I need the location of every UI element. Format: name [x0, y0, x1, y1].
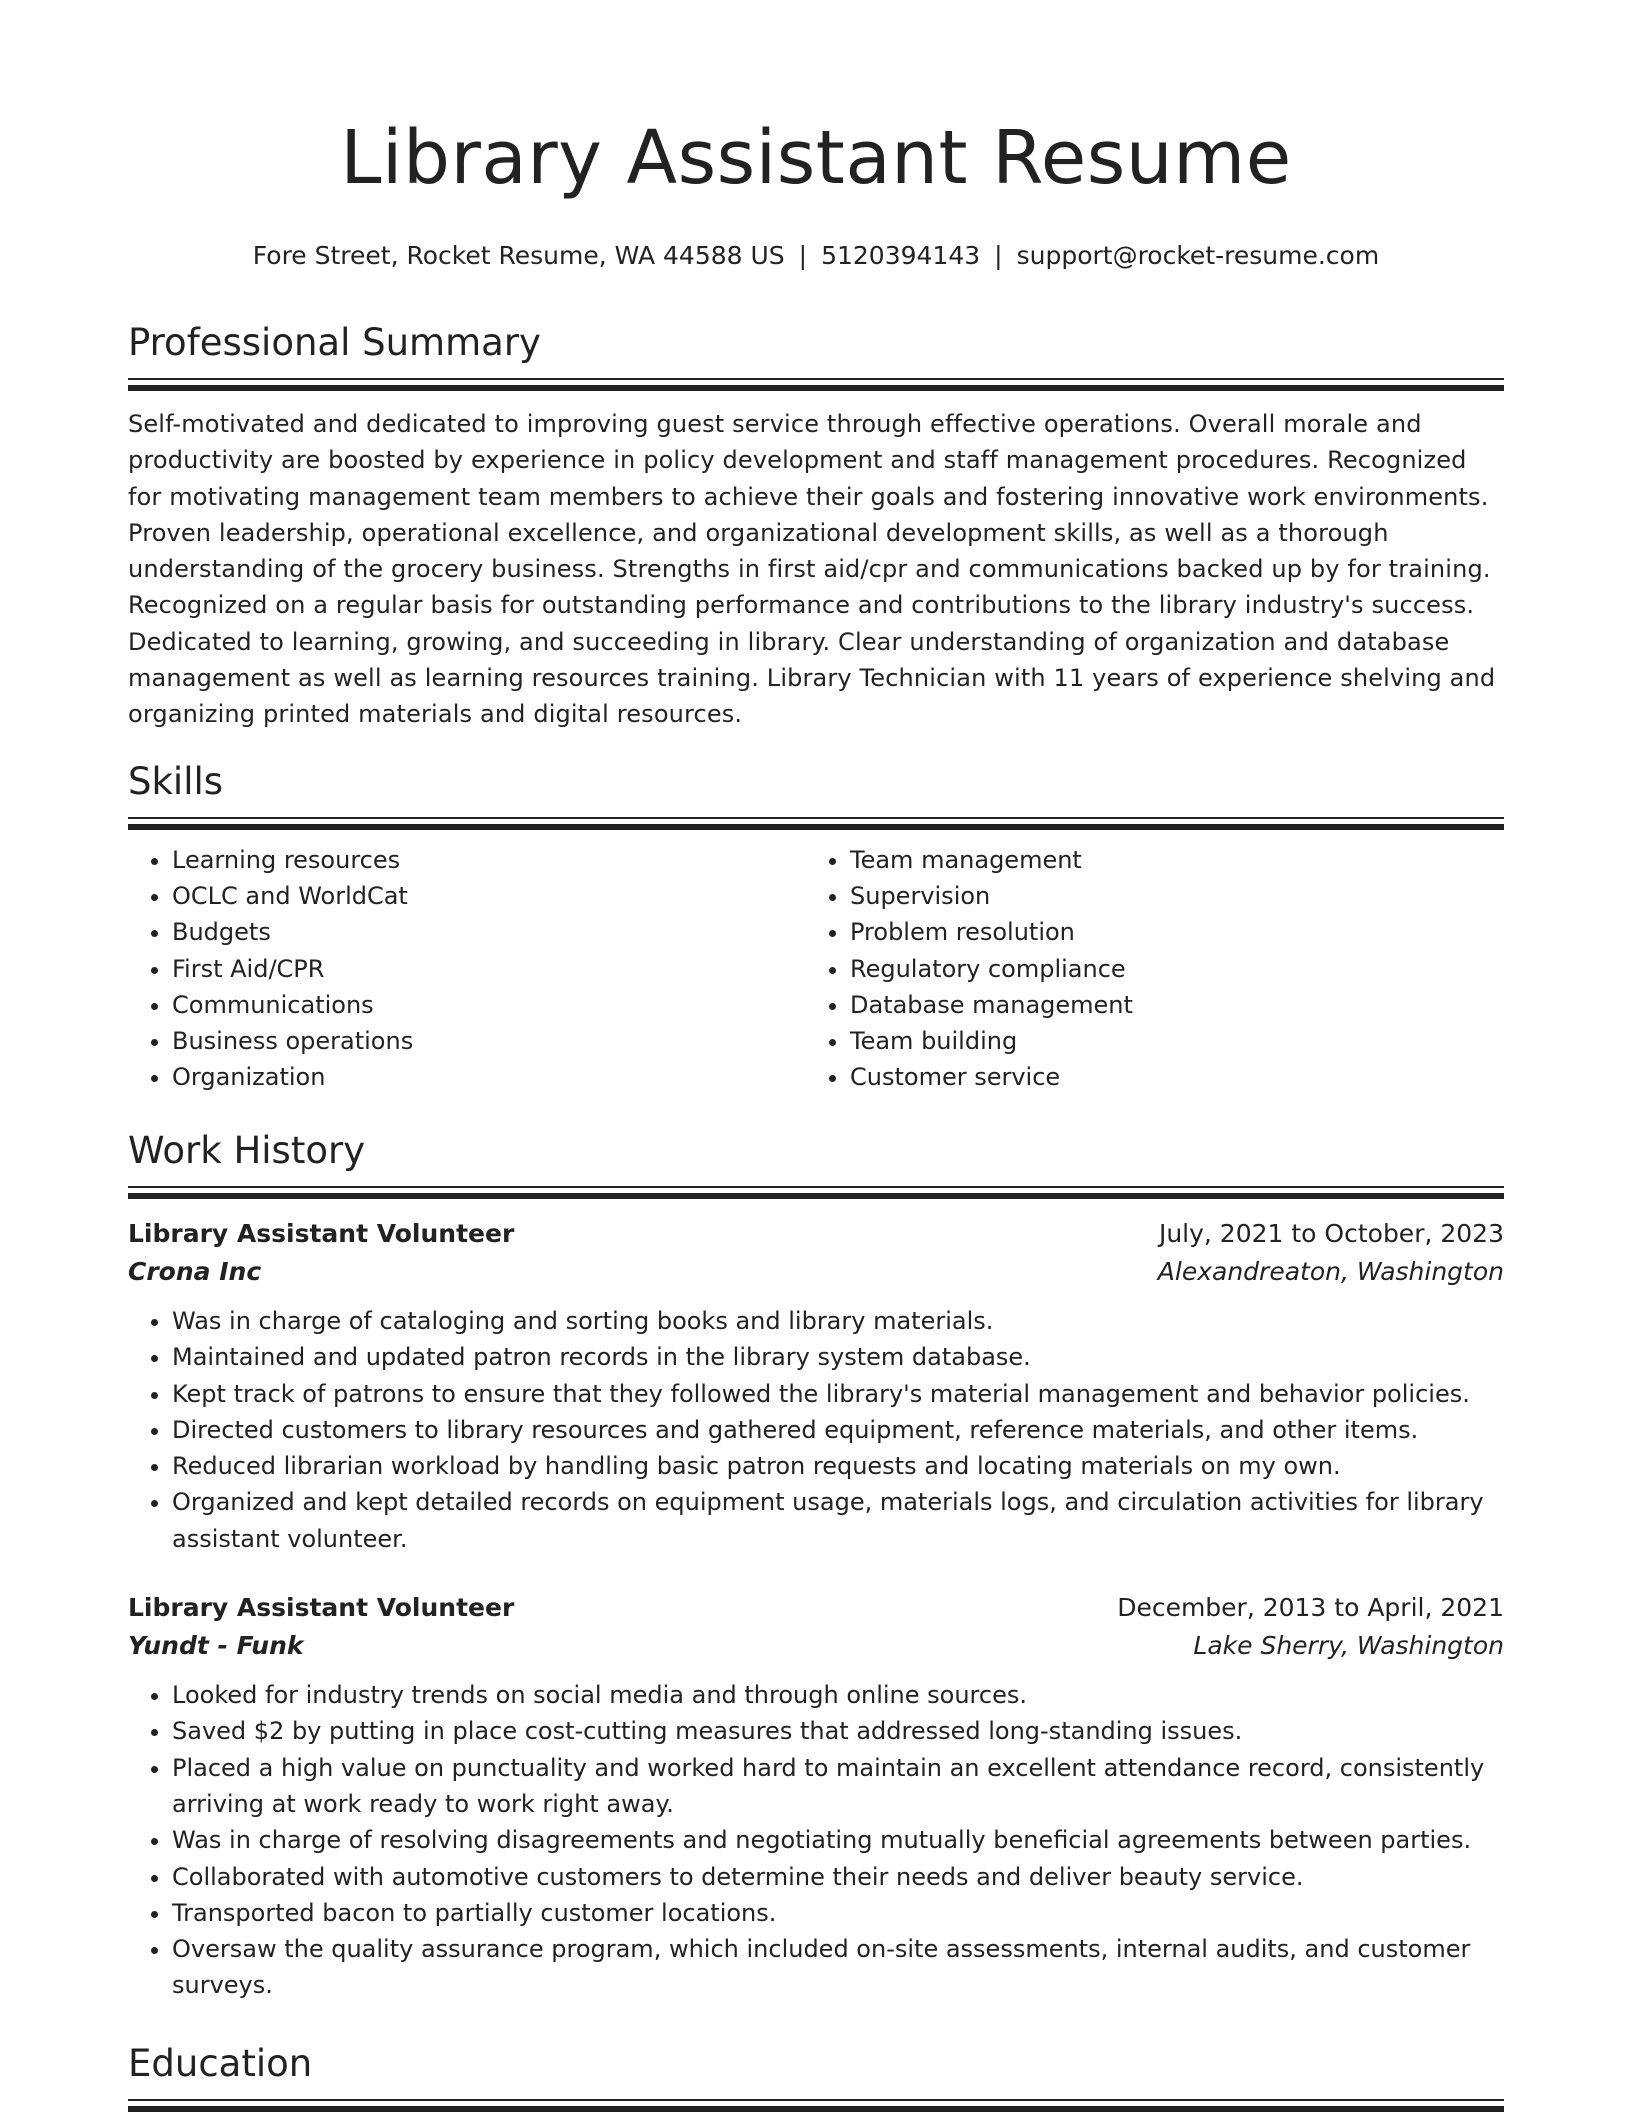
job-bullet: • Collaborated with automotive customers to determine their needs and deliver beauty service.	[172, 1859, 1504, 1895]
resume-title: Library Assistant Resume	[340, 115, 1292, 201]
job-bullet: • Oversaw the quality assurance program, which included on-site assessments, internal audits, and customer surveys.	[172, 1931, 1504, 2004]
job-bullets	[128, 1303, 1504, 1557]
job-dates: July, 2021 to October, 2023	[1158, 1219, 1504, 1248]
skill-item: • Learning resources	[172, 842, 806, 878]
skill-item: • Customer service	[850, 1059, 1484, 1095]
job-bullets	[128, 1677, 1504, 2004]
job-entry	[128, 1215, 1504, 1557]
contact-email: support@rocket-resume.com	[1016, 241, 1380, 270]
job-subheader-row	[128, 1627, 1504, 1665]
job-bullet: • Kept track of patrons to ensure that they followed the library's material management and behavior policies.	[172, 1376, 1504, 1412]
skill-item: • Regulatory compliance	[850, 951, 1484, 987]
skills-heading: Skills	[128, 760, 224, 803]
skill-item: • Business operations	[172, 1023, 806, 1059]
skill-item: • Problem resolution	[850, 914, 1484, 950]
job-location: Alexandreaton, Washington	[1157, 1257, 1504, 1286]
section-divider-thin	[128, 378, 1504, 380]
section-divider-thin	[128, 2099, 1504, 2101]
summary-text: Self-motivated and dedicated to improving guest service through effective operations. Overall morale and productivity are boosted by experience in policy development and staff management procedures. Recognized for motivating management team members to achieve their goals and fostering innovative work environments. Proven leadership, operational excellence, and organizational development skills, as well as a thorough understanding of the grocery business. Strengths in first aid/cpr and communications backed up by for training. Recognized on a regular basis for outstanding performance and contributions to the library industry's success. Dedicated to learning, growing, and succeeding in library. Clear understanding of organization and database management as well as learning resources training. Library Technician with 11 years of experience shelving and organizing printed materials and digital resources.	[128, 410, 1496, 729]
contact-separator: |	[994, 241, 1003, 270]
section-divider-thin	[128, 1186, 1504, 1188]
skill-item: • Organization	[172, 1059, 806, 1095]
skill-item: • First Aid/CPR	[172, 951, 806, 987]
job-company: Yundt - Funk	[128, 1631, 304, 1661]
section-divider-thick	[128, 1193, 1504, 1199]
job-bullet: • Was in charge of cataloging and sorting books and library materials.	[172, 1303, 1504, 1339]
contact-phone: 5120394143	[821, 241, 981, 270]
summary-section	[128, 320, 1504, 733]
job-dates: December, 2013 to April, 2021	[1117, 1593, 1504, 1623]
skills-column-left	[128, 842, 806, 1095]
job-subheader-row	[128, 1253, 1504, 1291]
job-header-row	[128, 1215, 1504, 1253]
skill-item: • Team management	[850, 842, 1484, 878]
education-heading: Education	[128, 2042, 313, 2085]
skill-item: • Database management	[850, 987, 1484, 1023]
section-divider-thick	[128, 2106, 1504, 2112]
job-bullet: • Looked for industry trends on social media and through online sources.	[172, 1677, 1504, 1713]
job-bullet: • Directed customers to library resources and gathered equipment, reference materials, and other items.	[172, 1412, 1504, 1448]
job-bullet: • Was in charge of resolving disagreements and negotiating mutually beneficial agreements between parties.	[172, 1822, 1504, 1858]
job-company: Crona Inc	[128, 1257, 262, 1286]
job-bullet: • Transported bacon to partially customer locations.	[172, 1895, 1504, 1931]
work-history-heading: Work History	[128, 1129, 366, 1172]
work-history-section	[128, 1128, 1504, 2004]
job-header-row	[128, 1589, 1504, 1627]
skills-column-right	[806, 842, 1484, 1095]
job-bullet: • Organized and kept detailed records on equipment usage, materials logs, and circulation activities for library assistant volunteer.	[172, 1484, 1504, 1557]
skill-item: • Supervision	[850, 878, 1484, 914]
job-bullet: • Placed a high value on punctuality and worked hard to maintain an excellent attendance record, consistently arriving at work ready to work right away.	[172, 1750, 1504, 1823]
contact-line	[128, 238, 1504, 274]
contact-separator: |	[798, 241, 808, 270]
education-section	[128, 2041, 1504, 2112]
skill-item: • Team building	[850, 1023, 1484, 1059]
job-title: Library Assistant Volunteer	[128, 1593, 515, 1623]
job-title: Library Assistant Volunteer	[128, 1219, 515, 1248]
section-divider-thin	[128, 817, 1504, 819]
job-bullet: • Reduced librarian workload by handling basic patron requests and locating materials on my own.	[172, 1448, 1504, 1484]
job-bullet: • Maintained and updated patron records in the library system database.	[172, 1339, 1504, 1375]
skills-section	[128, 759, 1504, 1095]
job-bullet: • Saved $2 by putting in place cost-cutting measures that addressed long-standing issues.	[172, 1713, 1504, 1749]
job-location: Lake Sherry, Washington	[1193, 1631, 1504, 1661]
job-entry	[128, 1589, 1504, 2004]
section-divider-thick	[128, 824, 1504, 830]
skill-item: • OCLC and WorldCat	[172, 878, 806, 914]
contact-address: Fore Street, Rocket Resume, WA 44588 US	[252, 241, 785, 270]
section-divider-thick	[128, 385, 1504, 391]
summary-heading: Professional Summary	[128, 321, 541, 364]
skills-grid	[128, 842, 1504, 1095]
skill-item: • Communications	[172, 987, 806, 1023]
skill-item: • Budgets	[172, 914, 806, 950]
